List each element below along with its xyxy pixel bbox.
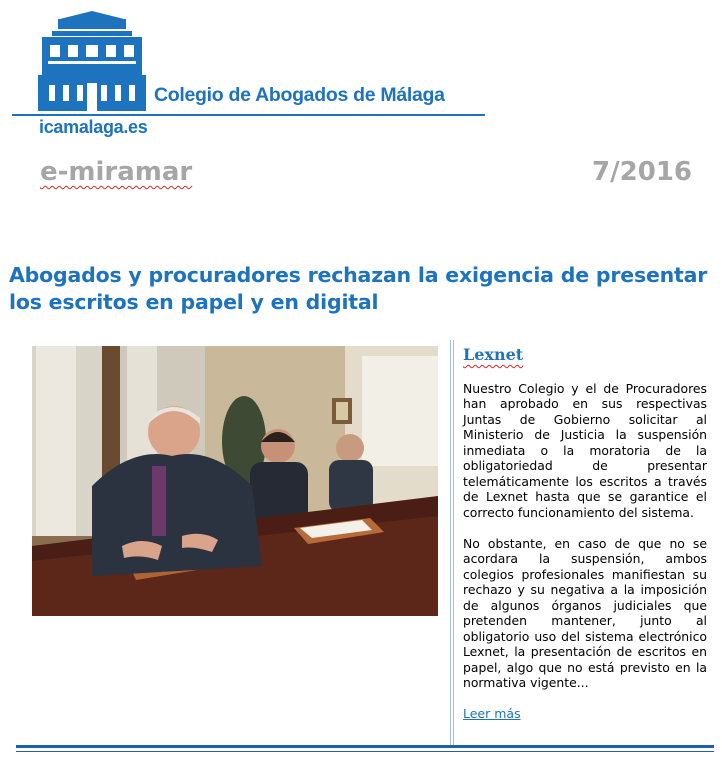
organization-name: Colegio de Abogados de Málaga bbox=[154, 84, 445, 106]
newsletter-name-text: e-miramar bbox=[40, 157, 193, 187]
article-paragraph-2: No obstante, en caso de que no se acordara la suspensión, ambos colegios profesionales manifiestan su rechazo y su negativa a la imposición de algunos órganos judiciales que pretenden mantener, junto al obligatorio uso del sistema electrónico Lexnet, la presentación de escritos en papel, algo que no está previsto en la normativa vigente... bbox=[463, 536, 707, 691]
header-divider bbox=[12, 114, 485, 116]
read-more-link[interactable]: Leer más bbox=[463, 706, 521, 721]
article-headline: Abogados y procuradores rechazan la exigencia de presentar los escritos en papel y en digital bbox=[9, 263, 708, 314]
issue-number: 7/2016 bbox=[592, 157, 692, 187]
column-divider bbox=[450, 340, 454, 746]
newsletter-name bbox=[40, 157, 192, 187]
section-title: Lexnet bbox=[463, 345, 524, 364]
footer-divider bbox=[16, 745, 714, 752]
site-url: icamalaga.es bbox=[39, 117, 148, 137]
signing-photo bbox=[32, 346, 438, 616]
article-paragraph-1: Nuestro Colegio y el de Procuradores han aprobado en sus respectivas Juntas de Gobierno solicitar al Ministerio de Justicia la suspensión inmediata o la moratoria de la obligatoriedad de presentar telemáticamente los escritos a través de Lexnet hasta que se garantice el correcto funcionamiento del sistema. bbox=[463, 381, 707, 520]
building-logo-icon bbox=[38, 11, 146, 111]
